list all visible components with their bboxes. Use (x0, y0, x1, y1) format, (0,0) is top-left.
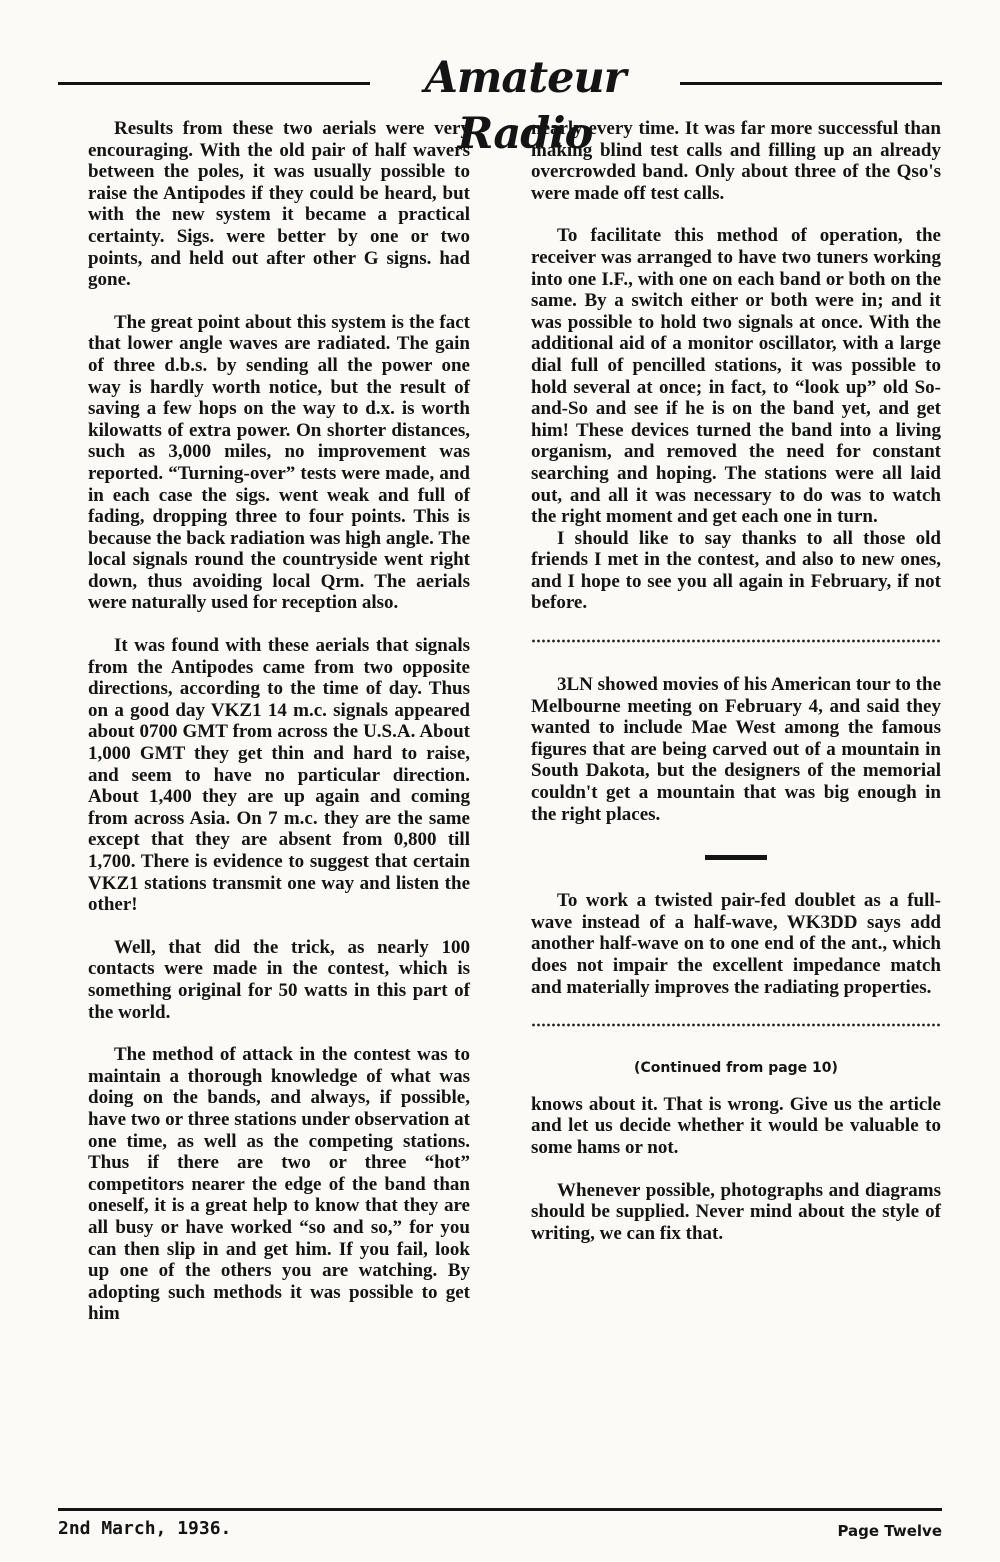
paragraph: nearly every time. It was far more successful than making blind test calls and filling up an already overcrowded band. Only about three of the Qso's were made off test calls. (531, 118, 941, 204)
masthead-rule-left (58, 82, 370, 85)
paragraph: I should like to say thanks to all those old friends I met in the contest, and also to new ones, and I hope to see you all again in February, if not before. (531, 527, 941, 614)
paragraph: The method of attack in the contest was to maintain a thorough knowledge of what was doing on the bands, and always, if possible, have two or three stations under observation at one time, as well as the competing stations. Thus if there are two or three “hot” competitors nearer the edge of the band than oneself, it is a great help to know that they are all busy or have worked “so and so,” for you can then slip in and get him. If you fail, look up one of the others you are watching. By adopting such methods it was possible to get him (88, 1044, 470, 1325)
footer-date: 2nd March, 1936. (58, 1518, 232, 1539)
left-column (88, 118, 470, 1325)
masthead-rule-right (680, 82, 942, 85)
paragraph: To facilitate this method of operation, the receiver was arranged to have two tuners working into one I.F., with one on each band or both on the same. By a switch either or both were in; and it was possible to hold two signals at once. With the additional aid of a monitor oscillator, with a large dial full of pencilled stations, it was possible to hold several at once; in fact, to “look up” old So-and-So and see if he is on the band yet, and get him! These devices turned the band into a living organism, and removed the need for constant searching and hoping. The stations were all laid out, and all it was necessary to do was to watch the right moment and get each one in turn. (531, 225, 941, 528)
paragraph: The great point about this system is the fact that lower angle waves are radiated. The gain of three d.b.s. by sending all the power one way is hardly worth notice, but the result of saving a few hops on the way to d.x. is worth kilowatts of extra power. On shorter distances, such as 3,000 miles, no improvement was reported. “Turning-over” tests were made, and in each case the sigs. went weak and full of fading, dropping three to four points. This is because the back radiation was high angle. The local signals round the countryside went right down, thus avoiding local Qrm. The aerials were naturally used for reception also. (88, 311, 470, 614)
dotted-divider (531, 1022, 941, 1028)
paragraph: Results from these two aerials were very encouraging. With the old pair of half wavers between the poles, it was usually possible to raise the Antipodes if they could be heard, but with the new system it became a practical certainty. Sigs. were better by one or two points, and held out after other G signs. had gone. (88, 118, 470, 291)
paragraph: knows about it. That is wrong. Give us the article and let us decide whether it would be valuable to some hams or not. (531, 1093, 941, 1158)
masthead-title: Amateur Radio (424, 53, 626, 159)
masthead (58, 50, 942, 159)
paragraph: It was found with these aerials that signals from the Antipodes came from two opposite directions, according to the time of day. Thus on a good day VKZ1 14 m.c. signals appeared about 0700 GMT from across the U.S.A. About 1,000 GMT they get thin and hard to raise, and seem to have no particular direction. About 1,400 they are up again and coming from across Asia. On 7 m.c. they are the same except that they are absent from 0,800 till 1,700. There is evidence to suggest that certain VKZ1 stations transmit one way and listen the other! (88, 635, 470, 916)
news-item-3ln: 3LN showed movies of his American tour to the Melbourne meeting on February 4, and said they wanted to include Mae West among the famous figures that are being carved out of a mountain in South Dakota, but the designers of the memorial couldn't get a mountain that was big enough in the right places. (531, 674, 941, 825)
dotted-divider (531, 638, 941, 644)
paragraph: Whenever possible, photographs and diagrams should be supplied. Never mind about the style of writing, we can fix that. (531, 1179, 941, 1244)
right-column (531, 118, 941, 1244)
footer-page-number: Page Twelve (837, 1522, 942, 1540)
continued-label: (Continued from page 10) (634, 1060, 838, 1077)
news-item-doublet: To work a twisted pair-fed doublet as a full-wave instead of a half-wave, WK3DD says add another half-wave on to one end of the ant., which does not impair the excellent impedance match and materially improves the radiating properties. (531, 890, 941, 998)
dash-divider (705, 855, 767, 860)
footer-rule (58, 1508, 942, 1511)
paragraph: Well, that did the trick, as nearly 100 contacts were made in the contest, which is something original for 50 watts in this part of the world. (88, 936, 470, 1023)
